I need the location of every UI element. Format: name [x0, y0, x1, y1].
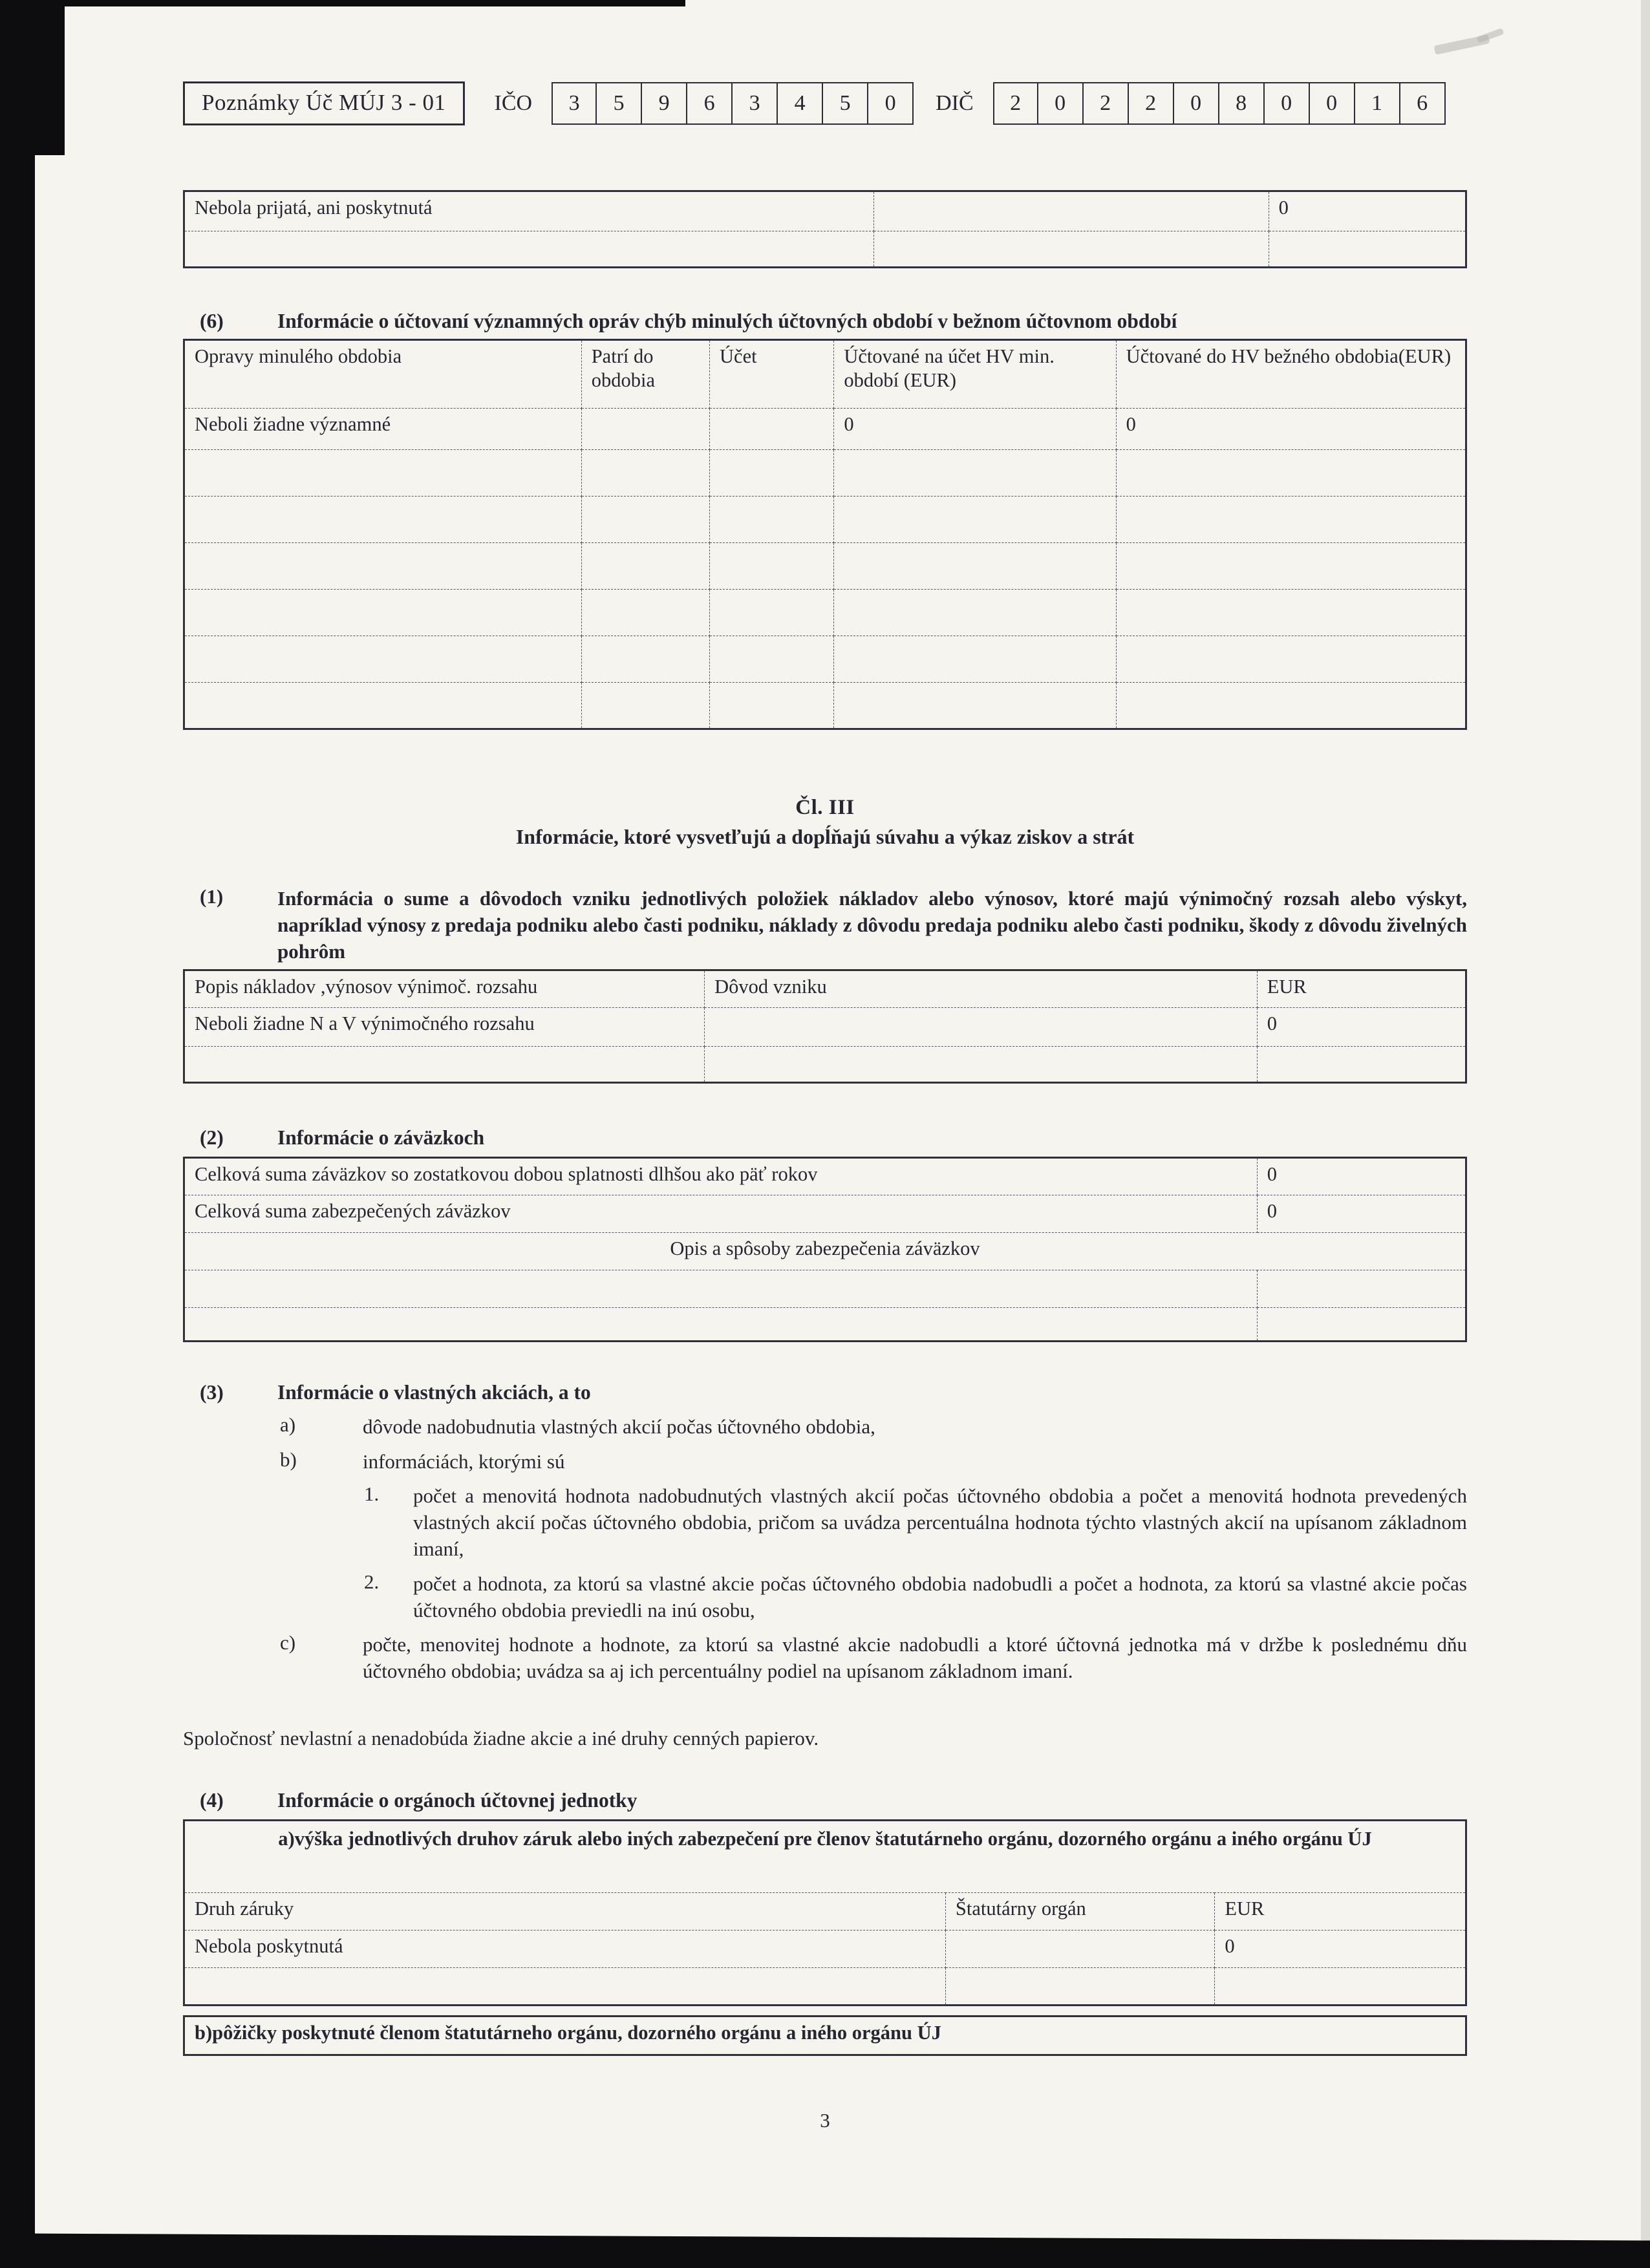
corrections-table [183, 339, 1467, 730]
column-header: Patrí do obdobia [581, 339, 709, 408]
list-label: b) [280, 1448, 297, 1471]
section-number: (3) [200, 1380, 224, 1404]
empty-cell [834, 589, 1116, 636]
ico-digit: 6 [687, 82, 733, 125]
empty-cell [1116, 542, 1466, 589]
scan-smudge [1477, 28, 1505, 43]
section3-heading [183, 1380, 1467, 1406]
dic-digit: 0 [1038, 82, 1084, 125]
section-title: Informácie o orgánoch účtovnej jednotky [277, 1789, 638, 1812]
empty-cell [834, 636, 1116, 682]
label-cell: Nebola poskytnutá [184, 1931, 946, 1968]
value-cell: 0 [1257, 1157, 1466, 1195]
table-row [184, 542, 1466, 589]
empty-cell [184, 542, 582, 589]
dic-digit: 1 [1355, 82, 1400, 125]
page-number: 3 [820, 2109, 830, 2132]
section-title: Informácie o účtovaní významných opráv chýb minulých účtovných období v bežnom účtovnom období [277, 310, 1177, 332]
span-label-cell: Opis a spôsoby zabezpečenia záväzkov [184, 1232, 1466, 1270]
guarantees-table [183, 1819, 1467, 2006]
list-item-a [280, 1413, 1467, 1440]
form-header [183, 81, 1467, 125]
span-label-cell: a)výška jednotlivých druhov záruk alebo iných zabezpečení pre členov štatutárneho orgánu, dozorného orgánu a iného orgánu ÚJ [184, 1821, 1466, 1893]
empty-cell [581, 496, 709, 542]
column-header: Štatutárny orgán [945, 1893, 1214, 1931]
no-shares-statement: Spoločnosť nevlastní a nenadobúda žiadne akcie a iné druhy cenných papierov. [183, 1727, 819, 1750]
dic-digit: 0 [1265, 82, 1310, 125]
list-label: 1. [364, 1482, 380, 1505]
dic-digit: 2 [1084, 82, 1129, 125]
ico-digit: 5 [597, 82, 642, 125]
value-cell: 0 [1215, 1931, 1466, 1968]
empty-cell [184, 682, 582, 729]
section3-list [183, 1380, 1467, 1685]
empty-cell [710, 408, 834, 449]
table-row [184, 682, 1466, 729]
table-row [184, 1232, 1466, 1270]
empty-cell [184, 589, 582, 636]
table-row [184, 636, 1466, 682]
empty-cell [705, 1046, 1258, 1082]
column-header: Druh záruky [184, 1893, 946, 1931]
section-title: Informácie o záväzkoch [277, 1126, 485, 1149]
empty-cell [184, 231, 874, 268]
empty-cell [710, 449, 834, 496]
table-row [184, 1157, 1466, 1195]
empty-cell [581, 589, 709, 636]
list-item-b2 [364, 1570, 1467, 1623]
value-cell: 0 [1257, 1195, 1466, 1232]
value-cell: 0 [1116, 408, 1466, 449]
ico-label: IČO [494, 91, 533, 115]
column-header: Opravy minulého obdobia [184, 339, 582, 408]
value-cell: 0 [1269, 191, 1466, 231]
section6-heading [183, 308, 1467, 335]
table-row [184, 1307, 1466, 1341]
empty-cell [1257, 1270, 1466, 1307]
empty-cell [710, 589, 834, 636]
table-header-row [184, 339, 1466, 408]
value-cell: 0 [1257, 1007, 1466, 1046]
empty-cell [873, 231, 1269, 268]
scan-artifact-right-edge [1641, 0, 1650, 2268]
exceptional-items-table [183, 969, 1467, 1084]
list-label: a) [280, 1413, 296, 1437]
label-cell: Celková suma zabezpečených záväzkov [184, 1195, 1258, 1232]
section4-heading [183, 1788, 1467, 1814]
empty-cell [184, 636, 582, 682]
section-text: Informácia o sume a dôvodoch vzniku jednotlivých položiek nákladov alebo výnosov, ktoré majú výnimočný rozsah alebo výskyt, napríklad výnosy z predaja podniku alebo časti podniku, náklady z dôvodu predaja podniku alebo časti podniku, škody z dôvodu živelných pohrôm [277, 886, 1467, 963]
empty-cell [581, 682, 709, 729]
table-header-row [184, 970, 1466, 1007]
ico-digit: 5 [823, 82, 868, 125]
table-header-row [184, 1893, 1466, 1931]
table-row [184, 191, 1466, 231]
label-cell: Celková suma záväzkov so zostatkovou dobou splatnosti dlhšou ako päť rokov [184, 1157, 1258, 1195]
dic-digit: 2 [1129, 82, 1174, 125]
empty-cell [834, 542, 1116, 589]
carryover-table [183, 190, 1467, 268]
empty-cell [945, 1968, 1214, 2006]
span-label-cell: b)pôžičky poskytnuté členom štatutárneho orgánu, dozorného orgánu a iného orgánu ÚJ [184, 2017, 1466, 2055]
value-cell: 0 [834, 408, 1116, 449]
dic-digit: 6 [1400, 82, 1446, 125]
table-row [184, 1270, 1466, 1307]
table-row [184, 1007, 1466, 1046]
label-cell: Neboli žiadne významné [184, 408, 582, 449]
empty-cell [710, 542, 834, 589]
empty-cell [710, 496, 834, 542]
list-text: informáciách, ktorými sú [363, 1450, 565, 1473]
table-row [184, 1046, 1466, 1082]
page-content [183, 0, 1467, 2132]
list-item-b [280, 1448, 1467, 1475]
list-item-b1 [364, 1482, 1467, 1563]
empty-cell [834, 496, 1116, 542]
table-row [184, 589, 1466, 636]
empty-cell [873, 191, 1269, 231]
dic-digit: 0 [1174, 82, 1219, 125]
empty-cell [1269, 231, 1466, 268]
empty-cell [705, 1007, 1258, 1046]
section-number: (1) [200, 884, 224, 908]
empty-cell [834, 449, 1116, 496]
label-cell: Neboli žiadne N a V výnimočného rozsahu [184, 1007, 705, 1046]
empty-cell [184, 1046, 705, 1082]
dic-digit: 0 [1310, 82, 1355, 125]
column-header: Dôvod vzniku [705, 970, 1258, 1007]
empty-cell [581, 408, 709, 449]
ico-digit: 0 [868, 82, 914, 125]
dic-digit: 2 [993, 82, 1038, 125]
scan-artifact-top-left-corner [0, 0, 65, 155]
column-header: EUR [1215, 1893, 1466, 1931]
list-text: dôvode nadobudnutia vlastných akcií počas účtovného obdobia, [363, 1415, 875, 1439]
table-row [184, 408, 1466, 449]
empty-cell [1257, 1046, 1466, 1082]
ico-digit: 3 [552, 82, 597, 125]
empty-cell [184, 496, 582, 542]
list-text: počet a menovitá hodnota nadobudnutých vlastných akcií počas účtovného obdobia a počet a menovitá hodnota prevedených vlastných akcií počas účtovného obdobia, pričom sa uvádza percentuálna hodnota týchto vlastných akcií na upísanom základnom imaní, [413, 1484, 1467, 1561]
column-header: EUR [1257, 970, 1466, 1007]
section-title: Informácie o vlastných akciách, a to [277, 1380, 591, 1404]
loans-to-officers-row [183, 2015, 1467, 2056]
dic-digit-boxes [993, 82, 1446, 125]
empty-cell [710, 636, 834, 682]
column-header: Popis nákladov ,výnosov výnimoč. rozsahu [184, 970, 705, 1007]
label-cell: Nebola prijatá, ani poskytnutá [184, 191, 874, 231]
empty-cell [1116, 682, 1466, 729]
list-item-c [280, 1631, 1467, 1684]
empty-cell [184, 1270, 1258, 1307]
empty-cell [1215, 1968, 1466, 2006]
empty-cell [1257, 1307, 1466, 1341]
dic-label: DIČ [936, 91, 974, 115]
section1-paragraph [183, 885, 1467, 965]
column-header: Účtované do HV bežného obdobia(EUR) [1116, 339, 1466, 408]
empty-cell [184, 449, 582, 496]
empty-cell [1116, 636, 1466, 682]
empty-cell [945, 1931, 1214, 1968]
article-title: Čl. III [795, 795, 855, 819]
article-subtitle: Informácie, ktoré vysvetľujú a dopĺňajú súvahu a výkaz ziskov a strát [515, 824, 1135, 848]
empty-cell [710, 682, 834, 729]
empty-cell [1116, 589, 1466, 636]
empty-cell [1116, 496, 1466, 542]
form-title: Poznámky Úč MÚJ 3 - 01 [183, 81, 465, 125]
table-row [184, 496, 1466, 542]
empty-cell [834, 682, 1116, 729]
list-text: počte, menovitej hodnote a hodnote, za ktorú sa vlastné akcie nadobudli a ktoré účtovná jednotka má v držbe k poslednému dňu účtovného obdobia; uvádza sa aj ich percentuálny podiel na upísanom základnom imaní. [363, 1633, 1467, 1683]
column-header: Účtované na účet HV min. období (EUR) [834, 339, 1116, 408]
list-text: počet a hodnota, za ktorú sa vlastné akcie počas účtovného obdobia nadobudli a počet a hodnota, za ktorú sa vlastné akcie počas účtovného obdobia previedli na inú osobu, [413, 1572, 1467, 1621]
empty-cell [1116, 449, 1466, 496]
scan-artifact-bottom-edge [0, 2233, 1650, 2268]
ico-digit: 3 [733, 82, 778, 125]
section-number: (2) [200, 1126, 224, 1149]
section-number: (4) [200, 1789, 224, 1812]
ico-digit: 9 [642, 82, 687, 125]
empty-cell [184, 1307, 1258, 1341]
empty-cell [581, 449, 709, 496]
empty-cell [184, 1968, 946, 2006]
ico-digit: 4 [778, 82, 823, 125]
empty-cell [581, 636, 709, 682]
table-row [184, 231, 1466, 268]
liabilities-table [183, 1157, 1467, 1342]
table-row [184, 2017, 1466, 2055]
empty-cell [581, 542, 709, 589]
column-header: Účet [710, 339, 834, 408]
section-number: (6) [200, 310, 224, 332]
dic-digit: 8 [1219, 82, 1265, 125]
list-label: c) [280, 1631, 296, 1654]
table-row [184, 1968, 1466, 2006]
table-row [184, 1931, 1466, 1968]
ico-digit-boxes [552, 82, 914, 125]
scan-artifact-left-edge [0, 0, 35, 2268]
table-row [184, 1195, 1466, 1232]
section2-heading [183, 1125, 1467, 1151]
table-span-row [184, 1821, 1466, 1893]
table-row [184, 449, 1466, 496]
list-label: 2. [364, 1570, 380, 1593]
